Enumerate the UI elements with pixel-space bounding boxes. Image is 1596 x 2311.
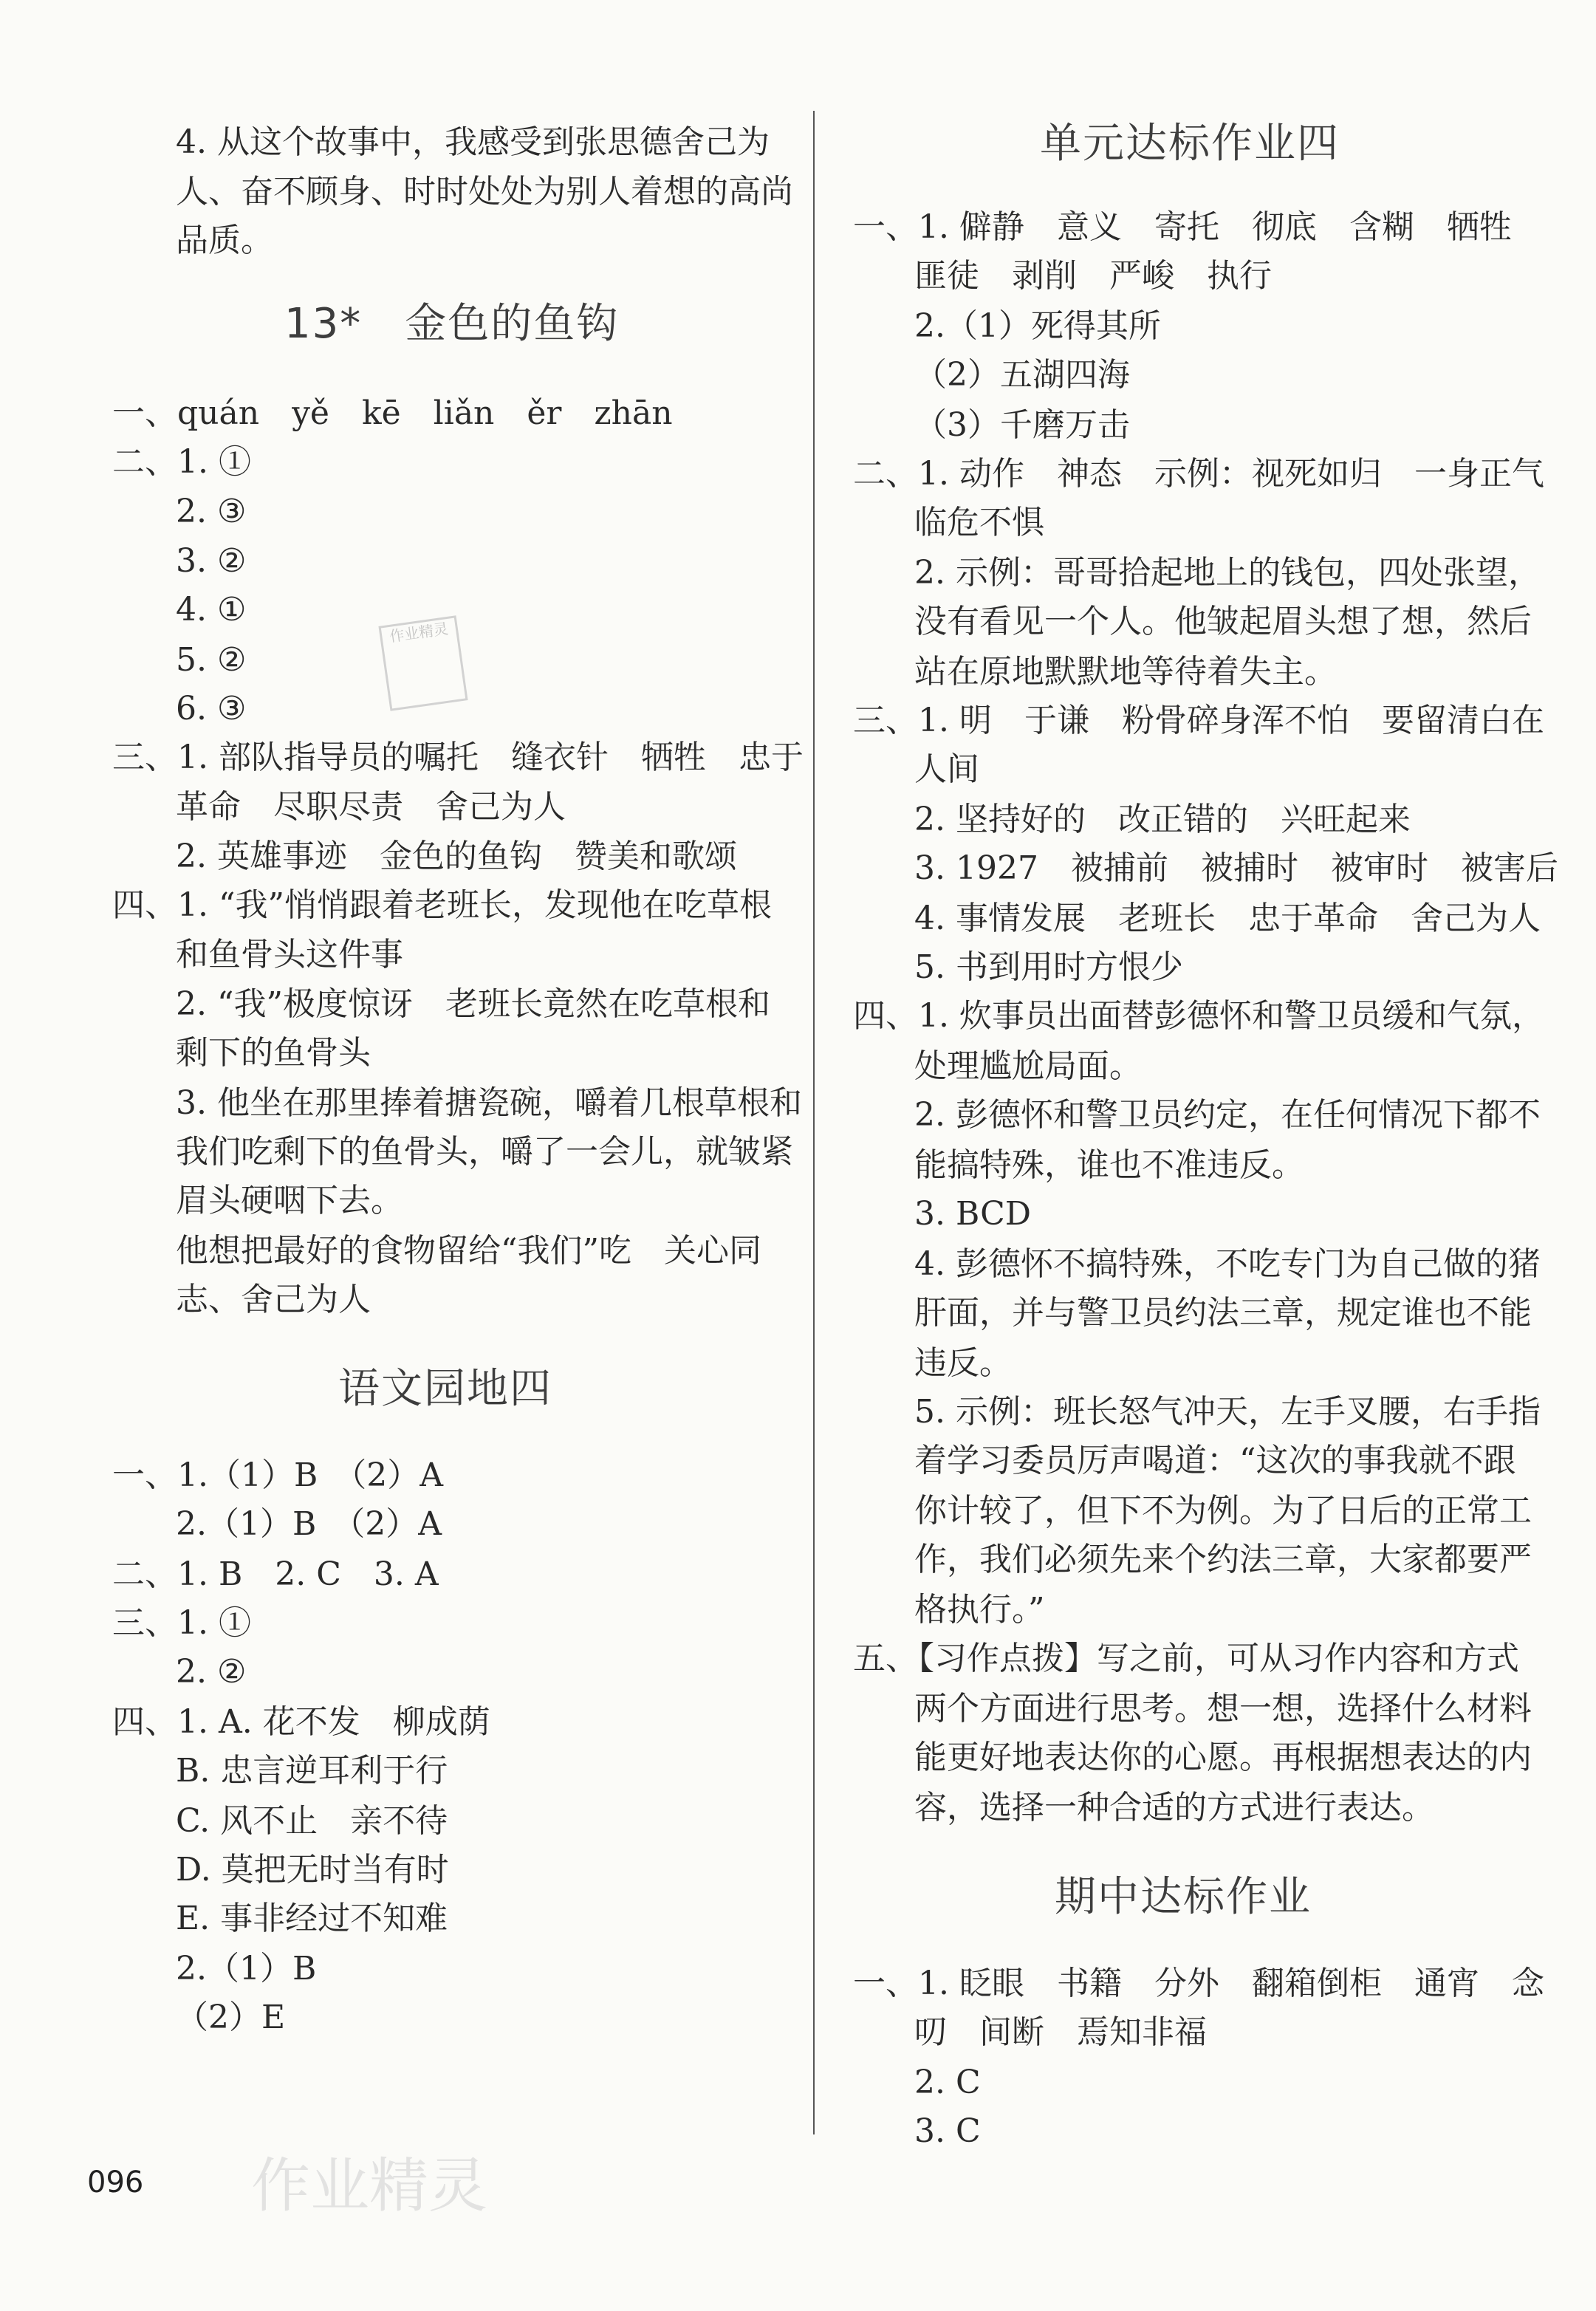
answer-line: 一、1. 眨眼 书籍 分外 翻箱倒柜 通宵 念 xyxy=(853,1965,1544,2002)
section-heading: 单元达标作业四 xyxy=(1040,120,1340,168)
section-heading: 期中达标作业 xyxy=(1055,1873,1312,1921)
answer-line: 2. ② xyxy=(176,1653,247,1691)
answer-line: 作，我们必须先来个约法三章，大家都要严 xyxy=(914,1541,1532,1578)
answer-line: 2. “我”极度惊讶 老班长竟然在吃草根和 xyxy=(176,985,770,1023)
answer-line: 没有看见一个人。他皱起眉头想了想，然后 xyxy=(914,603,1532,640)
answer-line: 眉头硬咽下去。 xyxy=(176,1182,403,1219)
answer-line: 人、奋不顾身、时时处处为别人着想的高尚 xyxy=(176,173,793,210)
answer-line: 五、【习作点拨】写之前，可从习作内容和方式 xyxy=(853,1640,1519,1677)
answer-line: 志、舍己为人 xyxy=(176,1281,371,1318)
answer-line: 2. 彭德怀和警卫员约定，在任何情况下都不 xyxy=(914,1096,1541,1134)
answer-line: 4. 事情发展 老班长 忠于革命 舍己为人 xyxy=(914,900,1541,937)
answer-line: （2）E xyxy=(176,1999,286,2036)
answer-line: 三、1. 明 于谦 粉骨碎身浑不怕 要留清白在 xyxy=(853,702,1544,739)
answer-line: 两个方面进行思考。想一想，选择什么材料 xyxy=(914,1690,1532,1728)
answer-line: （3）千磨万击 xyxy=(914,406,1130,444)
answer-line: 5. 示例：班长怒气冲天，左手叉腰，右手指 xyxy=(914,1393,1541,1431)
answer-line: 能更好地表达你的心愿。再根据想表达的内 xyxy=(914,1739,1532,1776)
answer-line: B. 忠言逆耳利于行 xyxy=(176,1752,448,1790)
answer-line: 2. 坚持好的 改正错的 兴旺起来 xyxy=(914,801,1411,838)
answer-line: 处理尴尬局面。 xyxy=(914,1047,1142,1085)
answer-line: 5. ② xyxy=(176,641,247,679)
answer-line: 4. 彭德怀不搞特殊，不吃专门为自己做的猪 xyxy=(914,1245,1541,1283)
answer-line: 2.（1）死得其所 xyxy=(914,307,1161,345)
watermark-seal: 作业精灵 xyxy=(378,615,468,711)
answer-line: 站在原地默默地等待着失主。 xyxy=(914,653,1337,691)
answer-line: 二、1. ① xyxy=(112,443,251,481)
answer-line: 3. 他坐在那里捧着搪瓷碗，嚼着几根草根和 xyxy=(176,1084,802,1122)
answer-line: 品质。 xyxy=(176,222,273,259)
answer-line: 一、quán yě kē liǎn ěr zhān xyxy=(112,394,673,432)
answer-line: 临危不惧 xyxy=(914,504,1044,541)
answer-line: 革命 尽职尽责 舍己为人 xyxy=(176,788,566,826)
answer-line: 肝面，并与警卫员约法三章，规定谁也不能 xyxy=(914,1294,1532,1332)
answer-line: 剩下的鱼骨头 xyxy=(176,1034,371,1072)
answer-line: 一、1.（1）B （2）A xyxy=(112,1456,444,1494)
section-heading: 语文园地四 xyxy=(338,1365,552,1413)
answer-line: （2）五湖四海 xyxy=(914,356,1130,394)
answer-line: 违反。 xyxy=(914,1344,1012,1382)
answer-line: 你计较了，但下不为例。为了日后的正常工 xyxy=(914,1492,1532,1530)
answer-line: 6. ③ xyxy=(176,690,247,727)
answer-line: 人间 xyxy=(914,750,979,788)
answer-line: 着学习委员厉声喝道：“这次的事我就不跟 xyxy=(914,1442,1516,1479)
answer-line: 2. 英雄事迹 金色的鱼钩 赞美和歌颂 xyxy=(176,838,737,875)
section-heading: 13* 金色的鱼钩 xyxy=(284,300,620,348)
answer-line: 能搞特殊，谁也不准违反。 xyxy=(914,1146,1304,1184)
answer-line: 四、1. 炊事员出面替彭德怀和警卫员缓和气氛， xyxy=(853,997,1544,1035)
answer-line: 他想把最好的食物留给“我们”吃 关心同 xyxy=(176,1232,761,1270)
answer-line: C. 风不止 亲不待 xyxy=(176,1802,448,1840)
answer-line: 2. 示例：哥哥拾起地上的钱包，四处张望， xyxy=(914,554,1541,592)
answer-line: 我们吃剩下的鱼骨头，嚼了一会儿，就皱紧 xyxy=(176,1133,793,1171)
answer-line: 一、1. 僻静 意义 寄托 彻底 含糊 牺牲 xyxy=(853,208,1512,246)
answer-line: 叨 间断 焉知非福 xyxy=(914,2013,1207,2051)
answer-line: 2.（1）B （2）A xyxy=(176,1505,442,1543)
answer-line: 和鱼骨头这件事 xyxy=(176,936,403,973)
answer-line: 二、1. B 2. C 3. A xyxy=(112,1555,439,1593)
answer-line: 三、1. ① xyxy=(112,1604,251,1642)
answer-line: 5. 书到用时方恨少 xyxy=(914,948,1183,986)
answer-line: 三、1. 部队指导员的嘱托 缝衣针 牺牲 忠于 xyxy=(112,739,804,776)
answer-line: 格执行。” xyxy=(914,1591,1045,1629)
answer-line: D. 莫把无时当有时 xyxy=(176,1851,449,1889)
answer-line: 3. 1927 被捕前 被捕时 被审时 被害后 xyxy=(914,849,1558,887)
footer-watermark: 作业精灵 xyxy=(251,2151,487,2220)
answer-line: 4. 从这个故事中，我感受到张思德舍己为 xyxy=(176,123,770,161)
answer-line: 3. BCD xyxy=(914,1195,1032,1233)
answer-line: 2.（1）B xyxy=(176,1950,317,1988)
page-number: 096 xyxy=(87,2166,144,2199)
answer-line: 四、1. A. 花不发 柳成荫 xyxy=(112,1703,490,1741)
answer-line: 2. C xyxy=(914,2064,981,2101)
answer-line: 4. ① xyxy=(176,591,247,629)
answer-line: E. 事非经过不知难 xyxy=(176,1900,448,1937)
answer-line: 二、1. 动作 神态 示例：视死如归 一身正气 xyxy=(853,455,1544,493)
answer-line: 2. ③ xyxy=(176,493,247,530)
answer-line: 匪徒 剥削 严峻 执行 xyxy=(914,257,1272,295)
answer-line: 四、1. “我”悄悄跟着老班长，发现他在吃草根 xyxy=(112,886,772,924)
column-divider xyxy=(813,111,815,2134)
answer-line: 容，选择一种合适的方式进行表达。 xyxy=(914,1789,1434,1826)
answer-line: 3. ② xyxy=(176,542,247,580)
answer-line: 3. C xyxy=(914,2112,981,2150)
